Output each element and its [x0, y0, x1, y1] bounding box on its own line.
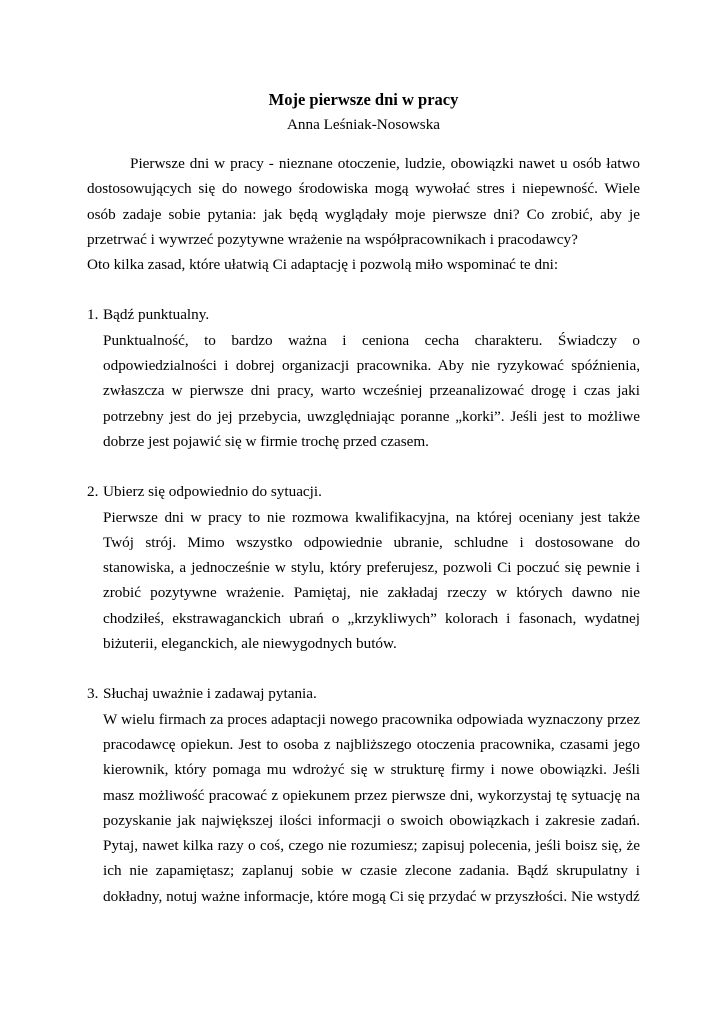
section-2	[87, 479, 640, 656]
section-title: Bądź punktualny.	[103, 306, 210, 324]
document-page	[87, 90, 640, 909]
section-title: Słuchaj uważnie i zadawaj pytania.	[103, 685, 317, 703]
section-heading	[87, 681, 640, 706]
section-body: Punktualność, to bardzo ważna i ceniona cecha charakteru. Świadczy o odpowiedzialności i dobrej organizacji pracownika. Aby nie ryzykować spóźnienia, zwłaszcza w pierwsze dni pracy, warto wcześniej przeanalizować drogę i czas jaki potrzebny jest do jej przebycia, uwzględniając poranne „korki”. Jeśli jest to możliwe dobrze jest pojawić się w firmie trochę przed czasem.	[103, 331, 640, 450]
section-number: 1.	[87, 306, 99, 324]
section-heading	[87, 479, 640, 504]
intro-paragraph: Pierwsze dni w pracy - nieznane otoczenie, ludzie, obowiązki nawet u osób łatwo dostosowujących się do nowego środowiska mogą wywołać stres i niepewność. Wiele osób zadaje sobie pytania: jak będą wyglądały moje pierwsze dni? Co zrobić, aby je przetrwać i wywrzeć pozytywne wrażenie na współpracownikach i pracodawcy?	[87, 155, 640, 248]
intro-closing-line: Oto kilka zasad, które ułatwią Ci adaptację i pozwolą miło wspominać te dni:	[87, 256, 559, 274]
section-1	[87, 302, 640, 454]
section-body: Pierwsze dni w pracy to nie rozmowa kwalifikacyjna, na której oceniany jest także Twój strój. Mimo wszystko odpowiednie ubranie, schludne i dostosowane do stanowiska, a jednocześnie w stylu, który preferujesz, pozwoli Ci poczuć się pewnie i zrobić pozytywne wrażenie. Pamiętaj, nie zakładaj rzeczy w których dawno nie chodziłeś, ekstrawaganckich ubrań o „krzykliwych” kolorach i fasonach, wydatnej biżuterii, eleganckich, ale niewygodnych butów.	[103, 508, 640, 653]
section-heading	[87, 302, 640, 327]
section-3	[87, 681, 640, 909]
section-number: 3.	[87, 685, 99, 703]
document-author: Anna Leśniak-Nosowska	[286, 116, 441, 133]
document-title: Moje pierwsze dni w pracy	[268, 90, 459, 109]
section-title: Ubierz się odpowiednio do sytuacji.	[103, 483, 322, 501]
section-body: W wielu firmach za proces adaptacji nowego pracownika odpowiada wyznaczony przez pracodawcę opiekun. Jest to osoba z najbliższego otoczenia pracownika, czasami jego kierownik, który pomaga mu wdrożyć się w strukturę firmy i nowe obowiązki. Jeśli masz możliwość pracować z opiekunem przez pierwsze dni, wykorzystaj tę sytuację na pozyskanie jak największej ilości informacji o swoich obowiązkach i zakresie zadań. Pytaj, nawet kilka razy o coś, czego nie rozumiesz; zapisuj polecenia, jeśli boisz się, że ich nie zapamiętasz; zaplanuj sobie w czasie zlecone zadania. Bądź skrupulatny i dokładny, notuj ważne informacje, które mogą Ci się przydać w przyszłości. Nie wstydź	[103, 710, 640, 905]
section-number: 2.	[87, 483, 99, 501]
